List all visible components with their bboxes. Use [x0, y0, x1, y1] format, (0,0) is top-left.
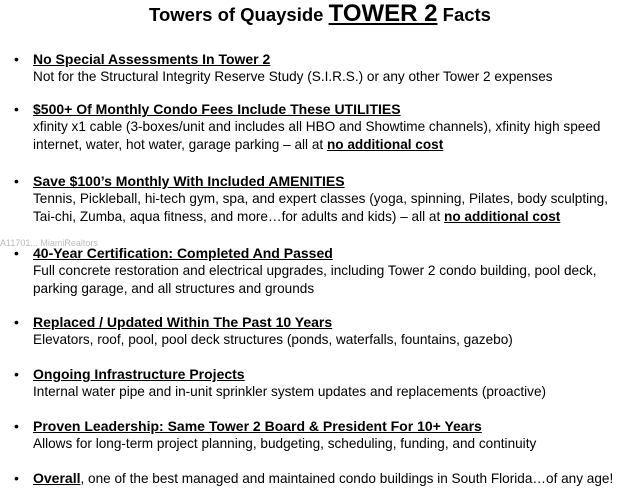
fact-line: Internal water pipe and in-unit sprinkler system updates and replacements (proactive): [33, 384, 547, 399]
no-additional-cost: no additional cost: [444, 209, 561, 224]
fact-body: [33, 262, 640, 298]
fact-item-overall: [0, 469, 640, 487]
fact-line: Not for the Structural Integrity Reserve Study (S.I.R.S.) or any other Tower 2 expenses: [33, 69, 553, 84]
fact-line: Allows for long-term project planning, budgeting, scheduling, funding, and continuity: [33, 436, 537, 451]
overall-label: Overall: [33, 470, 81, 486]
no-additional-cost: no additional cost: [326, 137, 444, 152]
fact-line: xfinity x1 cable (3-boxes/unit and includes all HBO and Showtime channels), xfinity high speed: [33, 119, 601, 134]
bullet-icon: •: [14, 173, 19, 189]
bullet-icon: •: [14, 418, 19, 434]
fact-line: Full concrete restoration and electrical upgrades, including Tower 2 condo building, pool deck,: [33, 263, 597, 278]
fact-body: [33, 435, 640, 453]
fact-body: [33, 118, 640, 154]
fact-heading: $500+ Of Monthly Condo Fees Include These UTILITIES: [33, 101, 401, 117]
bullet-icon: •: [14, 51, 19, 67]
title-suffix: Facts: [437, 4, 491, 25]
title-emphasis: TOWER 2: [328, 0, 438, 27]
fact-line-text: internet, water, hot water, garage parking – all at: [33, 137, 327, 152]
fact-heading: No Special Assessments In Tower 2: [33, 51, 271, 67]
fact-line: Elevators, roof, pool, pool deck structures (ponds, waterfalls, fountains, gazebo): [33, 332, 513, 347]
fact-heading: 40-Year Certification: Completed And Passed: [33, 245, 333, 261]
fact-body: [33, 190, 640, 226]
fact-heading: Proven Leadership: Same Tower 2 Board & President For 10+ Years: [33, 418, 482, 434]
bullet-icon: •: [14, 366, 19, 382]
fact-heading: Replaced / Updated Within The Past 10 Years: [33, 314, 333, 330]
overall-text: , one of the best managed and maintained condo buildings in South Florida…of any age!: [80, 471, 614, 486]
bullet-icon: •: [14, 314, 19, 330]
bullet-icon: •: [14, 101, 19, 117]
fact-body: [33, 331, 640, 349]
fact-body: [33, 383, 640, 401]
fact-heading: Ongoing Infrastructure Projects: [33, 366, 245, 382]
fact-body: [33, 68, 640, 86]
page-title: [0, 2, 640, 27]
fact-line-text: Tai-chi, Zumba, aqua fitness, and more…for adults and kids) – all at: [33, 209, 445, 224]
title-prefix: Towers of Quayside: [149, 4, 329, 25]
fact-line: Tennis, Pickleball, hi-tech gym, spa, and expert classes (yoga, spinning, Pilates, body sculpting,: [33, 191, 609, 206]
bullet-icon: •: [14, 470, 19, 486]
fact-line: [33, 208, 640, 226]
overall-line: [33, 469, 613, 488]
fact-heading: Save $100’s Monthly With Included AMENITIES: [33, 173, 345, 189]
watermark: A11701... MiamiRealtors: [0, 238, 98, 248]
bullet-icon: •: [14, 245, 19, 261]
fact-line: parking garage, and all structures and grounds: [33, 281, 315, 296]
fact-line: [33, 136, 640, 154]
